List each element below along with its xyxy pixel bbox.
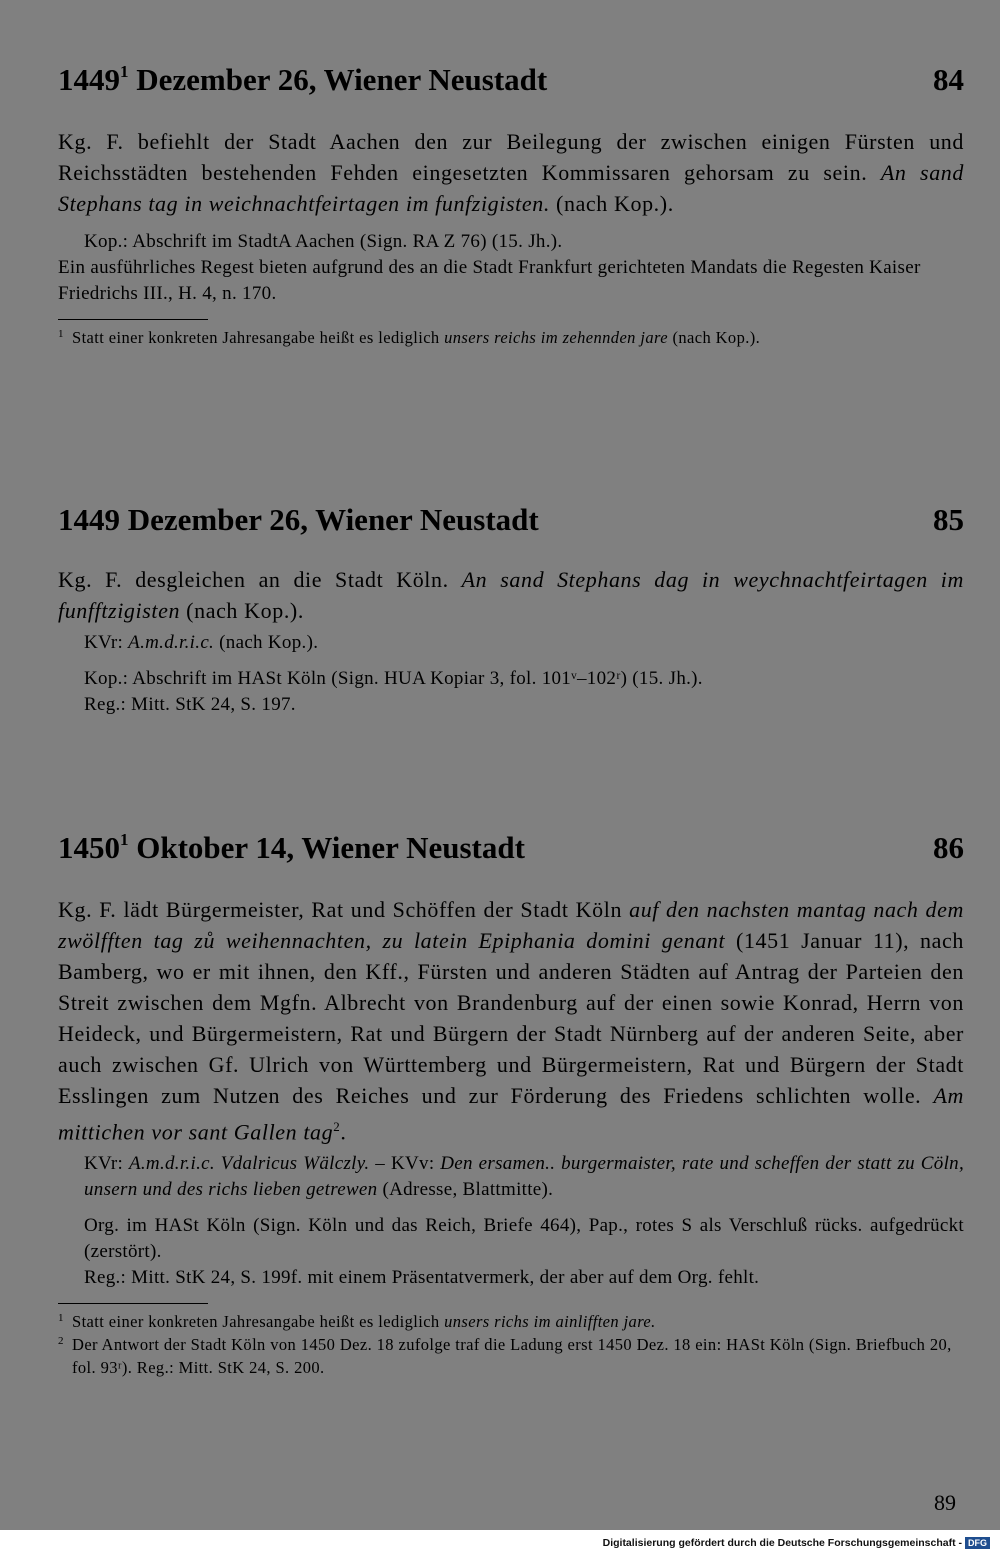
kvv-text: Den ersamen.. burgermaister, rate und scheffen der statt zu Cöln, unsern und des richs lieben getrewen <box>84 1153 964 1201</box>
footnote-rule <box>58 319 208 320</box>
regest-entry-85 <box>58 500 964 718</box>
regest-text-end: . <box>340 1119 347 1145</box>
regest-text-continued: (1451 Januar 11), nach Bamberg, wo er mit ihnen, den Kff., Fürsten und anderen Städten auf Antrag der Parteien den Streit zwischen dem Mgfn. Albrecht von Brandenburg auf der einen sowie Konrad, Herrn von Heideck, und Bürgermeistern, Rat und Bürgern der Stadt Nürnberg auf der anderen Seite, aber auch zwischen Gf. Ulrich von Württemberg und Bürgermeistern, Rat und Bürgern der Stadt Esslingen zum Nutzen des Reiches und zur Förderung des Friedens schlichten wolle. <box>58 928 964 1108</box>
entry-number: 85 <box>933 502 964 537</box>
kvr-text: A.m.d.r.i.c. Vdalricus Wälczly. <box>128 1153 370 1175</box>
footnote-ref: 2 <box>333 1119 341 1134</box>
kvv-source: (Adresse, Blattmitte). <box>377 1179 554 1201</box>
entry-text <box>58 126 964 219</box>
footnote <box>58 326 964 349</box>
entry-text <box>58 564 964 626</box>
regest-source-note: (nach Kop.). <box>180 598 304 623</box>
footnote <box>58 1333 964 1379</box>
regest-reference: Reg.: Mitt. StK 24, S. 197. <box>84 694 296 715</box>
kanzlei-vermerk <box>58 1151 964 1203</box>
footnote-text-end: (nach Kop.). <box>667 328 761 347</box>
footnote <box>58 1310 964 1333</box>
page-number: 89 <box>934 1490 956 1515</box>
regest-quote: An sand Stephans tag in weichnachtfeirtagen im funfzigisten. <box>58 160 965 216</box>
entry-date: 1449 <box>58 62 120 97</box>
regest-reference: Reg.: Mitt. StK 24, S. 199f. mit einem Präsentatvermerk, der aber auf dem Org. fehlt. <box>84 1267 760 1289</box>
footnote-quote: unsers richs im ainlifften jare. <box>444 1312 656 1332</box>
copy-note: Kop.: Abschrift im HASt Köln (Sign. HUA Kopiar 3, fol. 101ᵛ–102ʳ) (15. Jh.). <box>84 668 703 689</box>
entry-heading <box>58 828 964 868</box>
dfg-logo: DFG <box>965 1537 990 1549</box>
funding-footer <box>603 1536 990 1550</box>
entry-number: 86 <box>933 830 964 865</box>
footnote-mark: 2 <box>58 1335 64 1348</box>
kvr-source: (nach Kop.). <box>214 632 319 653</box>
kvr-text: A.m.d.r.i.c. <box>128 632 215 653</box>
footnote-ref: 1 <box>120 830 129 849</box>
entry-date: 1449 Dezember 26, Wiener Neustadt <box>58 502 539 537</box>
regest-dating-quote: Am mittichen vor sant Gallen tag <box>58 1083 964 1145</box>
kvr-label: KVr: <box>84 632 129 653</box>
regest-text: Kg. F. desgleichen an die Stadt Köln. <box>58 567 462 592</box>
entry-date-rest: Oktober 14, Wiener Neustadt <box>128 830 525 865</box>
regest-entry-86 <box>58 828 964 1379</box>
footnote-text: Statt einer konkreten Jahresangabe heißt es lediglich <box>72 328 445 347</box>
copy-note: Kop.: Abschrift im StadtA Aachen (Sign. RA Z 76) (15. Jh.). <box>84 231 563 252</box>
entry-number: 84 <box>933 62 964 97</box>
regest-quote: An sand Stephans dag in weychnachtfeirtagen im funfftzigisten <box>58 567 964 623</box>
footnote-mark: 1 <box>58 328 64 340</box>
entry-heading <box>58 60 964 100</box>
entry-text <box>58 894 964 1147</box>
kvv-label: – KVv: <box>369 1153 441 1175</box>
footnote-mark: 1 <box>58 1312 64 1325</box>
regest-source-note: (nach Kop.). <box>549 191 674 216</box>
kvr-label: KVr: <box>84 1153 129 1175</box>
entry-date-rest: Dezember 26, Wiener Neustadt <box>128 62 548 97</box>
footnote-ref: 1 <box>120 62 129 81</box>
entry-date: 1450 <box>58 830 120 865</box>
original-note: Org. im HASt Köln (Sign. Köln und das Reich, Briefe 464), Pap., rotes S als Verschluß rücks. aufgedrückt (zerstört). <box>84 1215 964 1263</box>
footnote-quote: unsers reichs im zehennden jare <box>444 328 668 347</box>
regest-entry-84 <box>58 60 964 349</box>
footnote-text: Der Antwort der Stadt Köln von 1450 Dez. 18 zufolge traf die Ladung erst 1450 Dez. 18 ein: HASt Köln (Sign. Briefbuch 20, fol. 93ʳ). Reg.: Mitt. StK 24, S. 200. <box>72 1335 952 1378</box>
entry-heading <box>58 500 964 540</box>
footnote-text: Statt einer konkreten Jahresangabe heißt es lediglich <box>72 1312 445 1332</box>
footnote-rule <box>58 1303 208 1304</box>
kanzlei-vermerk <box>58 630 964 656</box>
regest-note: Ein ausführliches Regest bieten aufgrund des an die Stadt Frankfurt gerichteten Mandats die Regesten Kaiser Friedrichs III., H. 4, n. 170. <box>58 257 921 304</box>
regest-text: Kg. F. lädt Bürgermeister, Rat und Schöffen der Stadt Köln <box>58 897 630 922</box>
funding-text: Digitalisierung gefördert durch die Deutsche Forschungsgemeinschaft - <box>602 1537 962 1549</box>
regest-quote: auf den nachsten mantag nach dem zwölfften tag zů weihennachten, zu latein Epiphania domini genant <box>58 897 965 953</box>
regest-text: Kg. F. befiehlt der Stadt Aachen den zur Beilegung der zwischen einigen Fürsten und Reichsstädten bestehenden Fehden eingesetzten Kommissaren gehorsam zu sein. <box>58 129 964 185</box>
